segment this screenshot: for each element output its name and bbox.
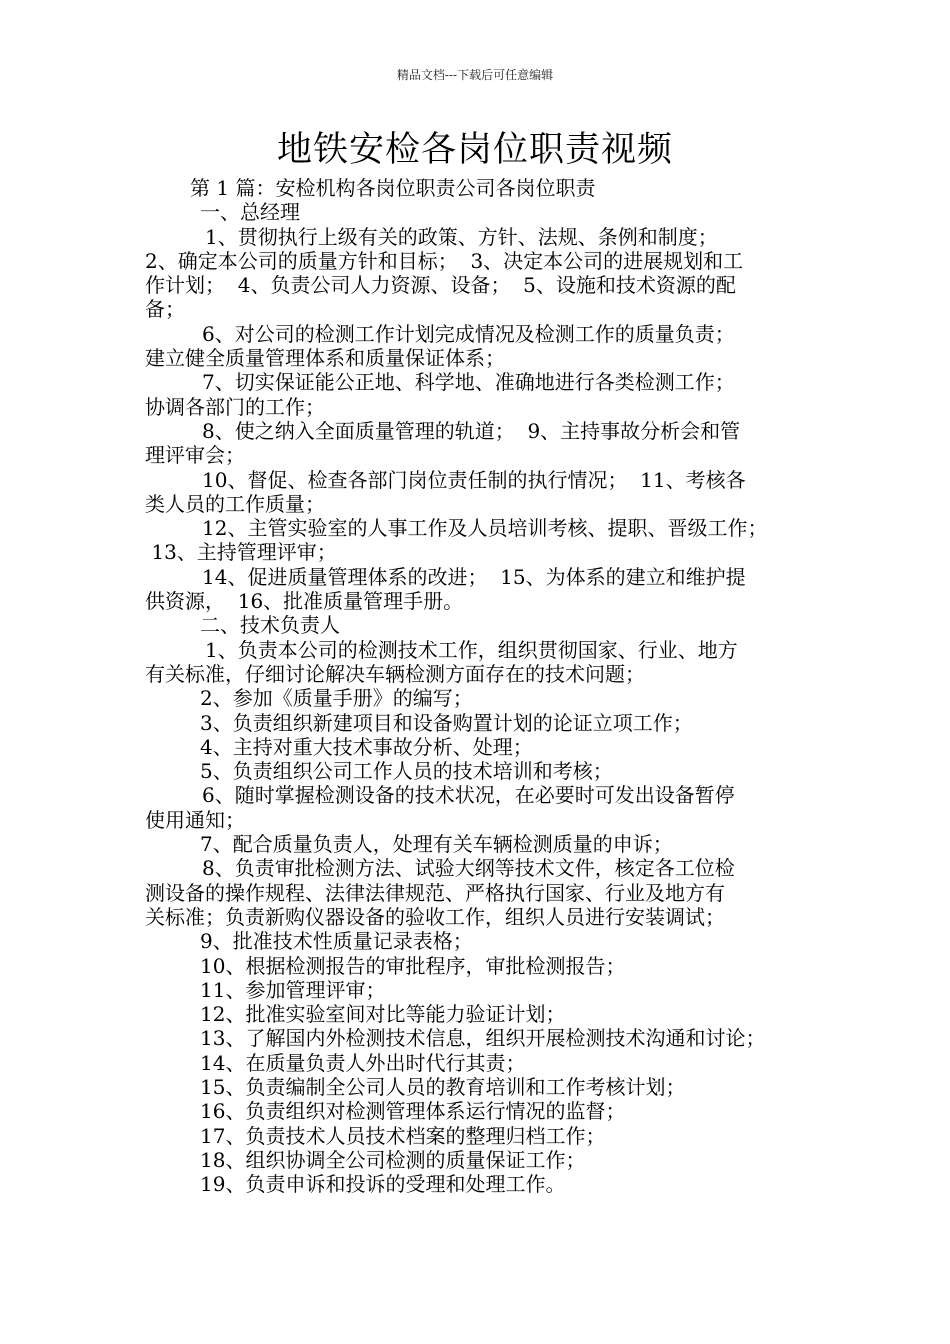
text-line: 8、使之纳入全面质量管理的轨道； 9、主持事故分析会和管	[202, 418, 741, 443]
text-line: 类人员的工作质量；	[145, 491, 325, 516]
text-line: 5、负责组织公司工作人员的技术培训和考核；	[200, 759, 613, 784]
text-line: 8、负责审批检测方法、试验大纲等技术文件，核定各工位检	[202, 856, 735, 881]
text-line: 17、负责技术人员技术档案的整理归档工作；	[200, 1123, 606, 1148]
text-line: 6、随时掌握检测设备的技术状况，在必要时可发出设备暂停	[202, 783, 735, 808]
text-line: 第 1 篇：安检机构各岗位职责公司各岗位职责	[190, 176, 596, 200]
text-line: 10、根据检测报告的审批程序，审批检测报告；	[200, 953, 626, 978]
text-line: 7、配合质量负责人，处理有关车辆检测质量的申诉；	[200, 832, 673, 857]
text-line: 18、组织协调全公司检测的质量保证工作；	[200, 1147, 586, 1172]
document-title: 地铁安检各岗位职责视频	[276, 130, 673, 170]
header-note: 精品文档---下载后可任意编辑	[396, 68, 554, 82]
text-line: 11、参加管理评审；	[200, 977, 386, 1002]
text-line: 13、主持管理评审；	[145, 540, 337, 565]
text-line: 6、对公司的检测工作计划完成情况及检测工作的质量负责；	[202, 321, 735, 346]
text-line: 1、负责本公司的检测技术工作，组织贯彻国家、行业、地方	[205, 637, 738, 662]
text-line: 16、负责组织对检测管理体系运行情况的监督；	[200, 1099, 626, 1124]
text-line: 10、督促、检查各部门岗位责任制的执行情况； 11、考核各	[202, 467, 746, 492]
text-line: 3、负责组织新建项目和设备购置计划的论证立项工作；	[200, 710, 693, 735]
text-line: 有关标准，仔细讨论解决车辆检测方面存在的技术问题；	[145, 661, 645, 686]
document-body	[145, 176, 817, 1196]
text-line: 使用通知；	[145, 807, 245, 832]
text-line: 7、切实保证能公正地、科学地、准确地进行各类检测工作；	[202, 370, 735, 395]
text-line: 作计划； 4、负责公司人力资源、设备； 5、设施和技术资源的配	[145, 273, 736, 298]
text-line: 一、总经理	[200, 200, 300, 225]
text-line: 19、负责申诉和投诉的受理和处理工作。	[200, 1172, 566, 1197]
text-line: 建立健全质量管理体系和质量保证体系；	[145, 346, 505, 371]
text-line: 15、负责编制全公司人员的教育培训和工作考核计划；	[200, 1074, 686, 1099]
text-line: 14、在质量负责人外出时代行其责；	[200, 1050, 526, 1075]
text-line: 12、主管实验室的人事工作及人员培训考核、提职、晋级工作；	[202, 516, 768, 541]
text-line: 9、批准技术性质量记录表格；	[200, 929, 473, 954]
text-line: 14、促进质量管理体系的改进； 15、为体系的建立和维护提	[202, 564, 746, 589]
text-line: 12、批准实验室间对比等能力验证计划；	[200, 1002, 566, 1027]
text-line: 关标准；负责新购仪器设备的验收工作，组织人员进行安装调试；	[145, 904, 725, 929]
text-line: 供资源， 16、批准质量管理手册。	[145, 589, 464, 614]
text-line: 二、技术负责人	[200, 613, 340, 638]
text-line: 2、参加《质量手册》的编写；	[200, 686, 473, 711]
text-line: 理评审会；	[145, 443, 245, 468]
text-line: 2、确定本公司的质量方针和目标； 3、决定本公司的进展规划和工	[145, 248, 744, 273]
text-line: 4、主持对重大技术事故分析、处理；	[200, 734, 533, 759]
text-line: 测设备的操作规程、法律法律规范、严格执行国家、行业及地方有	[145, 880, 725, 905]
text-line: 协调各部门的工作；	[145, 394, 325, 419]
text-line: 1、贯彻执行上级有关的政策、方针、法规、条例和制度；	[205, 224, 718, 249]
text-line: 13、了解国内外检测技术信息，组织开展检测技术沟通和讨论；	[200, 1026, 766, 1051]
text-line: 备；	[145, 297, 185, 322]
